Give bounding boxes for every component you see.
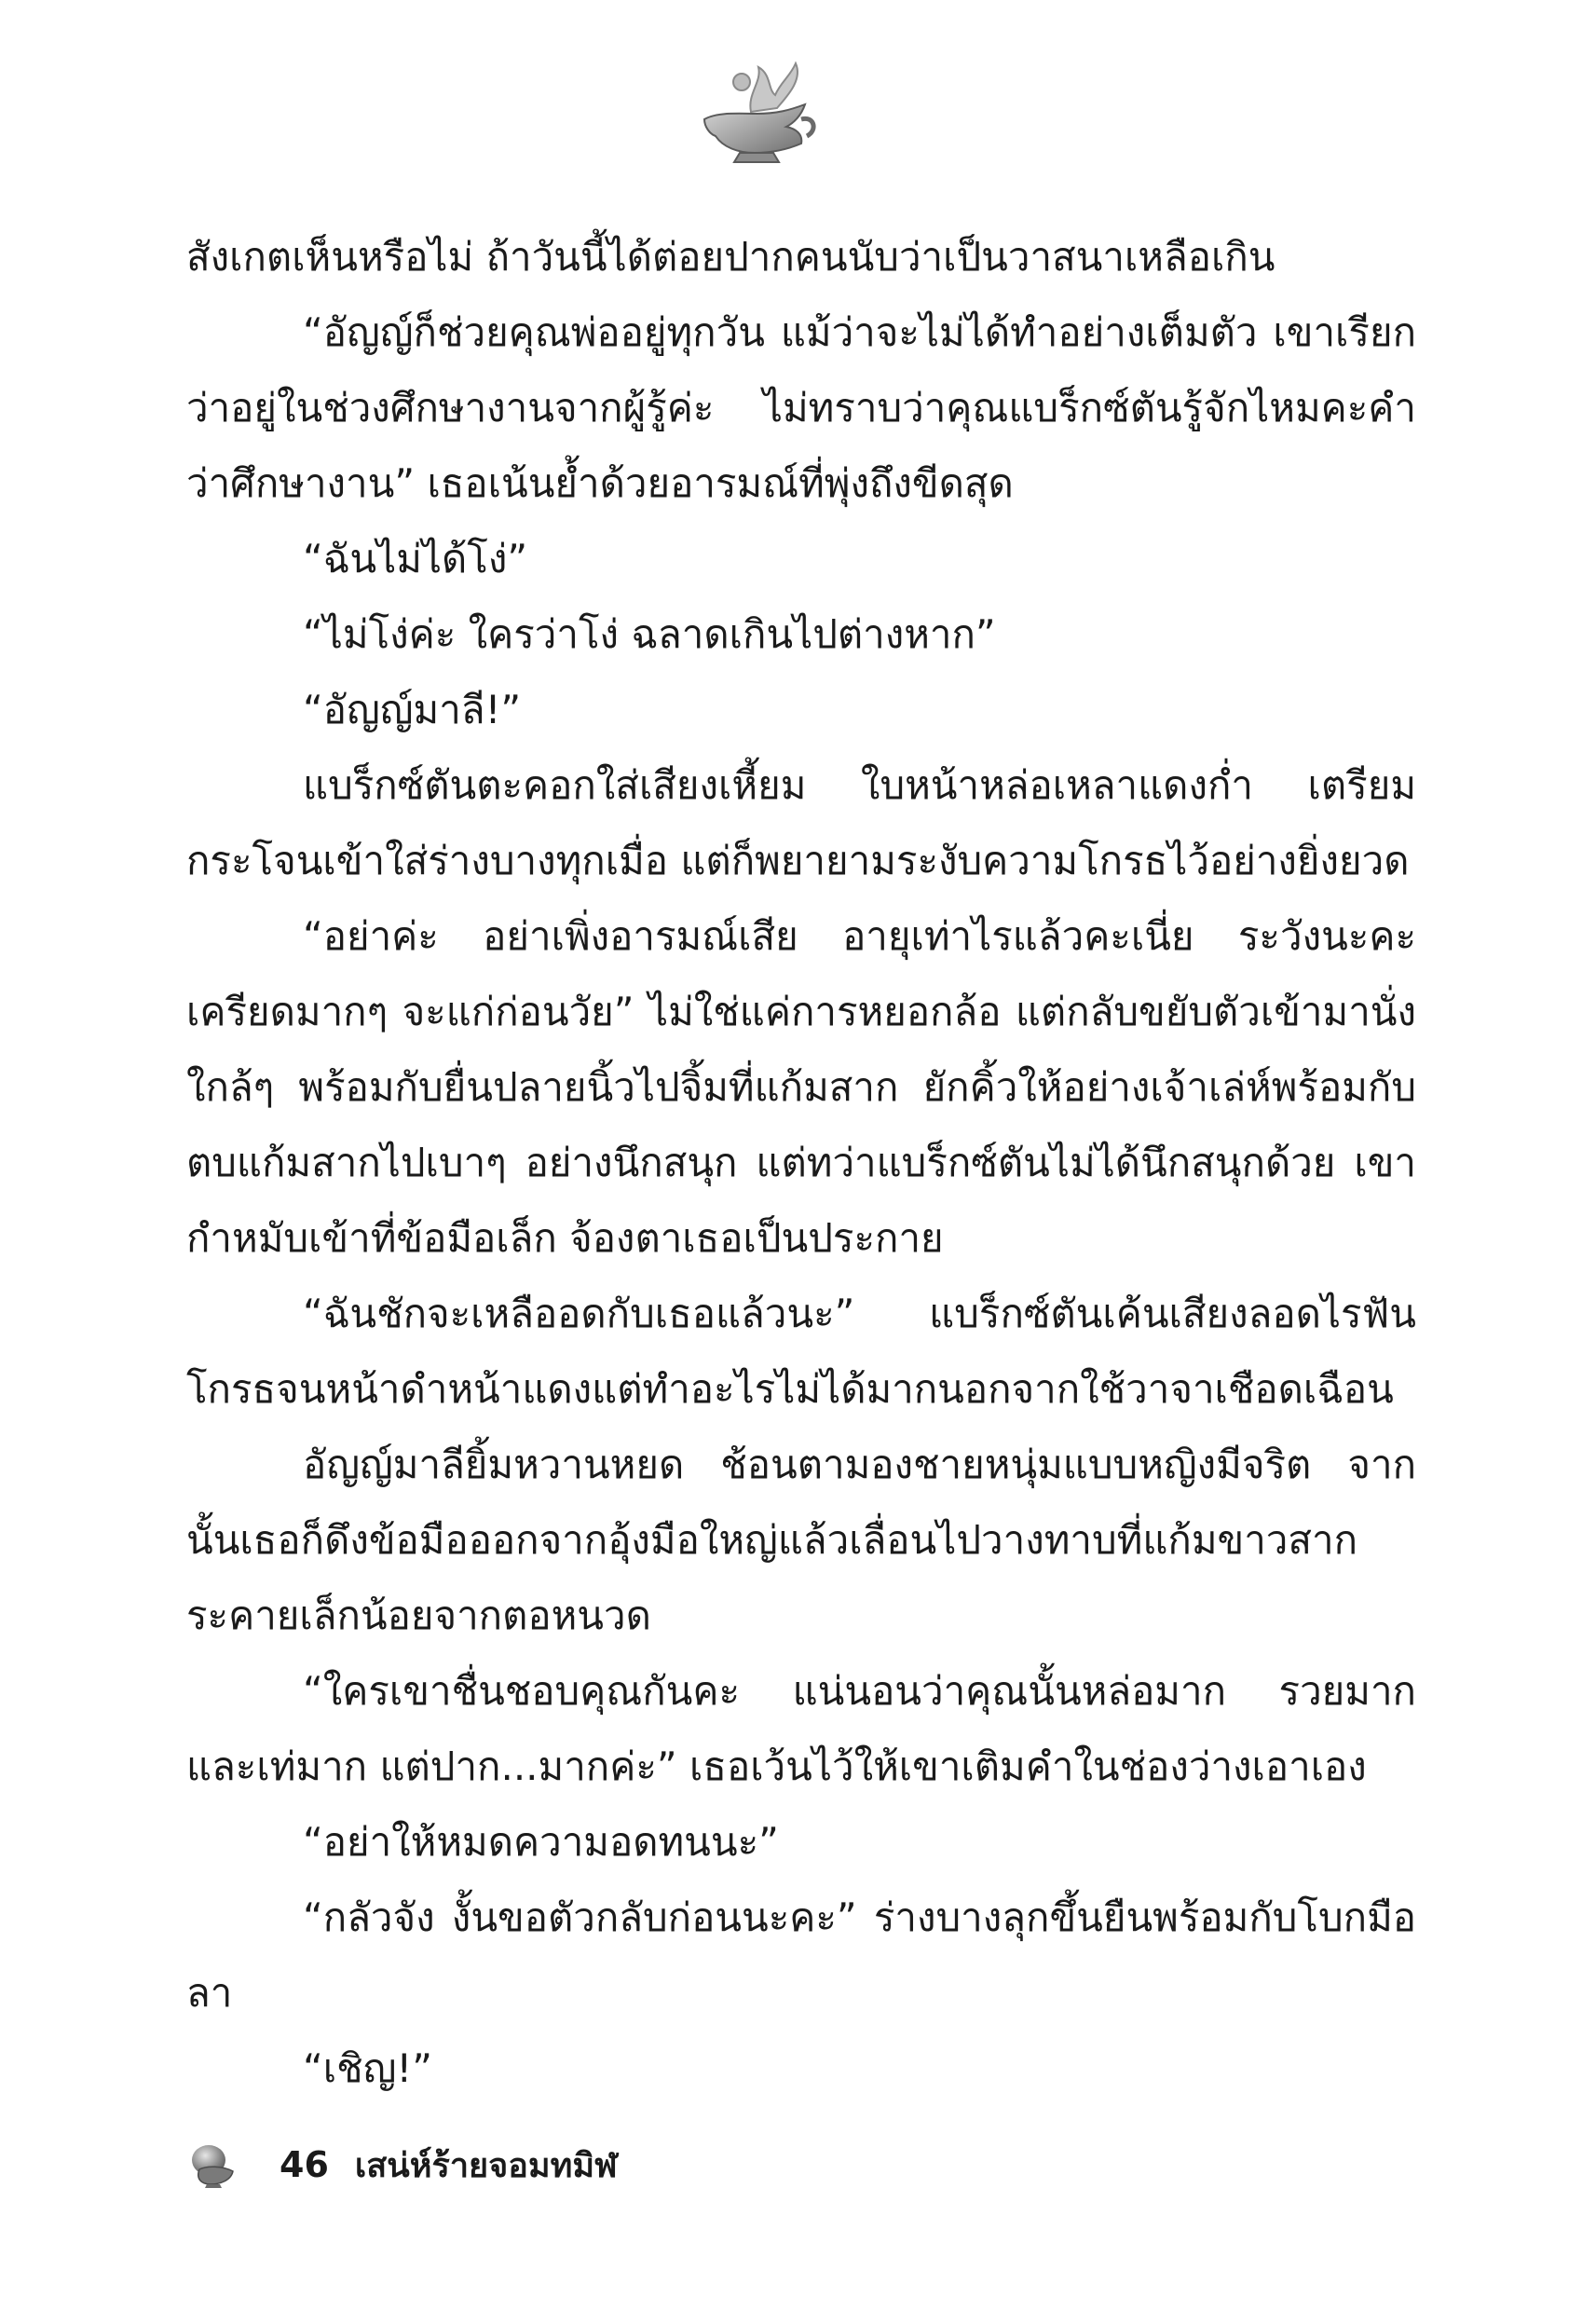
genie-lamp-small-icon xyxy=(186,2141,240,2188)
paragraph-continuation: สังเกตเห็นหรือไม่ ถ้าวันนี้ได้ต่อยปากคนนับว่าเป็นวาสนาเหลือเกิน xyxy=(186,234,1275,280)
paragraph: “อย่าให้หมดความอดทนนะ” xyxy=(303,1819,779,1865)
page-footer xyxy=(186,2137,618,2193)
paragraph: “อย่าค่ะ อย่าเพิ่งอารมณ์เสีย อายุเท่าไรแล้วคะเนี่ย ระวังนะคะ เครียดมากๆ จะแก่ก่อนวัย” ไม่ใช่แค่การหยอกล้อ แต่กลับขยับตัวเข้ามานั่งใกล้ๆ พร้อมกับยื่นปลายนิ้วไปจิ้มที่แก้มสาก ยักคิ้วให้อย่างเจ้าเล่ห์พร้อมกับตบแก้มสากไปเบาๆ อย่างนึกสนุก แต่ทว่าแบร็กซ์ตันไม่ได้นึกสนุกด้วย เขากำหมับเข้าที่ข้อมือเล็ก จ้องตาเธอเป็นประกาย xyxy=(186,913,1416,1261)
paragraph: “ฉันไม่ได้โง่” xyxy=(303,536,528,581)
genie-lamp-icon xyxy=(686,54,825,166)
paragraph: “เชิญ!” xyxy=(303,2045,433,2091)
paragraph: “ไม่โง่ค่ะ ใครว่าโง่ ฉลาดเกินไปต่างหาก” xyxy=(303,611,996,657)
paragraph: “อัญญ์ก็ช่วยคุณพ่ออยู่ทุกวัน แม้ว่าจะไม่ได้ทำอย่างเต็มตัว เขาเรียกว่าอยู่ในช่วงศึกษางานจากผู้รู้ค่ะ ไม่ทราบว่าคุณแบร็กซ์ตันรู้จักไหมคะคำว่าศึกษางาน” เธอเน้นย้ำด้วยอารมณ์ที่พุ่งถึงขีดสุด xyxy=(186,309,1416,506)
paragraph: “กลัวจัง งั้นขอตัวกลับก่อนนะคะ” ร่างบางลุกขึ้นยืนพร้อมกับโบกมือลา xyxy=(186,1894,1416,2016)
paragraph: แบร็กซ์ตันตะคอกใส่เสียงเหี้ยม ใบหน้าหล่อเหลาแดงก่ำ เตรียมกระโจนเข้าใส่ร่างบางทุกเมื่อ แต่ก็พยายามระงับความโกรธไว้อย่างยิ่งยวด xyxy=(186,762,1416,883)
paragraph: “ใครเขาชื่นชอบคุณกันคะ แน่นอนว่าคุณนั้นหล่อมาก รวยมาก และเท่มาก แต่ปาก...มากค่ะ” เธอเว้นไว้ให้เขาเติมคำในช่องว่างเอาเอง xyxy=(186,1668,1416,1789)
body-text xyxy=(186,219,1416,2106)
paragraph: “ฉันชักจะเหลืออดกับเธอแล้วนะ” แบร็กซ์ตันเค้นเสียงลอดไรฟันโกรธจนหน้าดำหน้าแดงแต่ทำอะไรไม่ได้มากนอกจากใช้วาจาเชือดเฉือน xyxy=(186,1291,1416,1412)
paragraph: อัญญ์มาลียิ้มหวานหยด ช้อนตามองชายหนุ่มแบบหญิงมีจริต จากนั้นเธอก็ดึงข้อมือออกจากอุ้งมือใหญ่แล้วเลื่อนไปวางทาบที่แก้มขาวสากระคายเล็กน้อยจากตอหนวด xyxy=(186,1442,1416,1638)
page-number: 46 xyxy=(280,2144,329,2185)
paragraph: “อัญญ์มาลี!” xyxy=(303,687,522,732)
book-title: เสน่ห์ร้ายจอมทมิฬ xyxy=(354,2146,618,2185)
